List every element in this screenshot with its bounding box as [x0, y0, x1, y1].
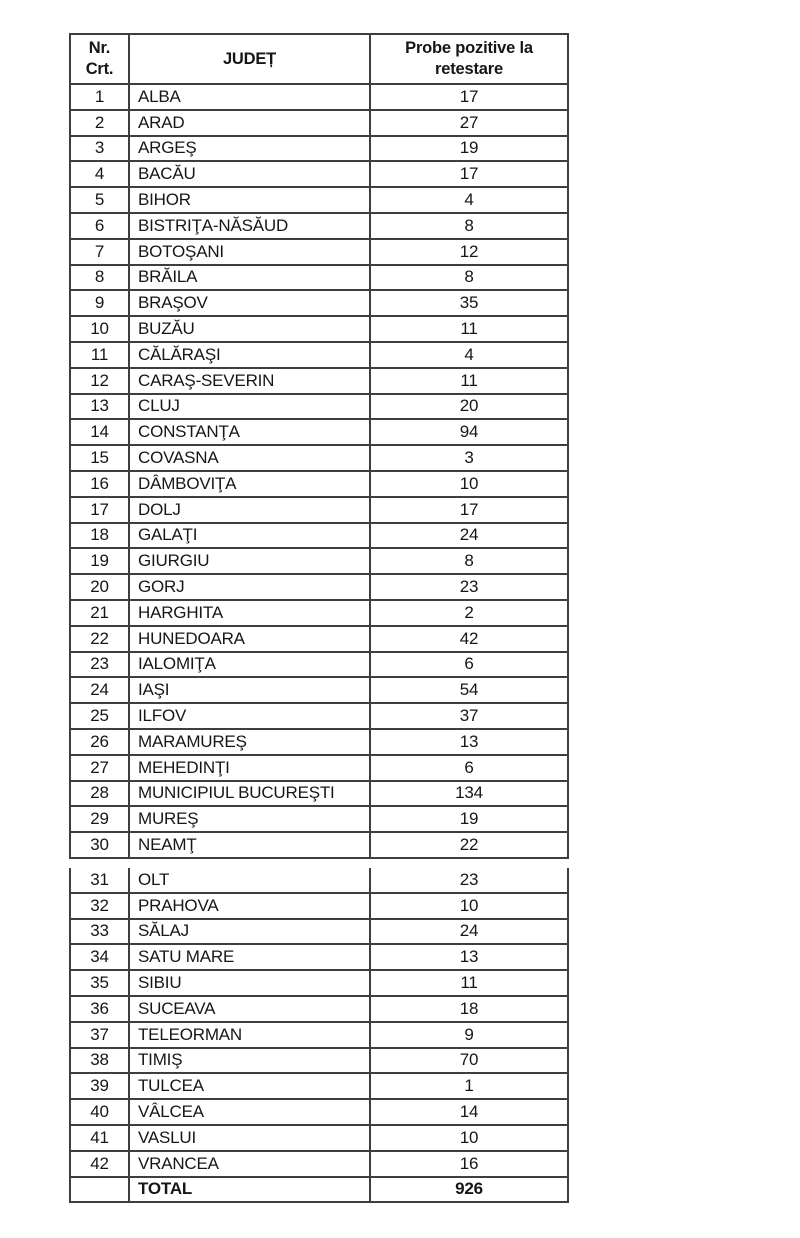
probe-value-cell: 27: [370, 110, 568, 136]
row-number-cell: 31: [70, 868, 129, 893]
table-row: [70, 548, 568, 574]
row-number-cell: 41: [70, 1125, 129, 1151]
table-row: [70, 419, 568, 445]
probe-value-cell: 1: [370, 1073, 568, 1099]
county-name-cell: MEHEDINŢI: [129, 755, 370, 781]
county-name-cell: BRAŞOV: [129, 290, 370, 316]
county-name-cell: SATU MARE: [129, 944, 370, 970]
total-label-cell: TOTAL: [129, 1177, 370, 1203]
table-row: [70, 1125, 568, 1151]
probe-value-cell: 17: [370, 161, 568, 187]
probe-value-cell: 4: [370, 187, 568, 213]
probe-value-cell: 10: [370, 893, 568, 919]
row-number-cell: 21: [70, 600, 129, 626]
row-number-cell: 11: [70, 342, 129, 368]
table-row: [70, 187, 568, 213]
row-number-cell: 33: [70, 919, 129, 945]
row-number-cell: 30: [70, 832, 129, 858]
probe-value-cell: 37: [370, 703, 568, 729]
row-number-cell: 1: [70, 84, 129, 110]
county-name-cell: DOLJ: [129, 497, 370, 523]
row-number-cell: 38: [70, 1048, 129, 1074]
probe-value-cell: 19: [370, 806, 568, 832]
county-name-cell: GORJ: [129, 574, 370, 600]
county-name-cell: BRĂILA: [129, 265, 370, 291]
county-name-cell: SIBIU: [129, 970, 370, 996]
table-row: [70, 893, 568, 919]
table-row: [70, 213, 568, 239]
probe-value-cell: 24: [370, 919, 568, 945]
county-table-part2: [69, 868, 569, 1203]
county-name-cell: CONSTANŢA: [129, 419, 370, 445]
county-name-cell: SUCEAVA: [129, 996, 370, 1022]
row-number-cell: 40: [70, 1099, 129, 1125]
probe-value-cell: 23: [370, 574, 568, 600]
row-number-cell: 26: [70, 729, 129, 755]
table-row: [70, 703, 568, 729]
row-number-cell: 3: [70, 136, 129, 162]
row-number-cell: 16: [70, 471, 129, 497]
probe-value-cell: 70: [370, 1048, 568, 1074]
table-row: [70, 445, 568, 471]
county-name-cell: TELEORMAN: [129, 1022, 370, 1048]
table-row: [70, 832, 568, 858]
probe-value-cell: 12: [370, 239, 568, 265]
county-name-cell: HUNEDOARA: [129, 626, 370, 652]
county-name-cell: ARGEŞ: [129, 136, 370, 162]
probe-value-cell: 13: [370, 944, 568, 970]
probe-value-cell: 17: [370, 84, 568, 110]
probe-value-cell: 16: [370, 1151, 568, 1177]
row-number-cell: 9: [70, 290, 129, 316]
county-name-cell: CARAŞ-SEVERIN: [129, 368, 370, 394]
probe-value-cell: 10: [370, 1125, 568, 1151]
table-body-part1: [70, 84, 568, 858]
row-number-cell: 39: [70, 1073, 129, 1099]
table-footer: [70, 1177, 568, 1203]
county-table-part1: [69, 33, 569, 859]
table-body-part2: [70, 868, 568, 1177]
row-number-cell: 10: [70, 316, 129, 342]
table-row: [70, 806, 568, 832]
table-row: [70, 471, 568, 497]
table-row: [70, 574, 568, 600]
county-name-cell: BIHOR: [129, 187, 370, 213]
row-number-cell: 7: [70, 239, 129, 265]
county-name-cell: BOTOŞANI: [129, 239, 370, 265]
header-judet: JUDEȚ: [129, 34, 370, 84]
table-row: [70, 996, 568, 1022]
county-name-cell: ALBA: [129, 84, 370, 110]
table-row: [70, 290, 568, 316]
probe-value-cell: 8: [370, 265, 568, 291]
table-row: [70, 626, 568, 652]
probe-value-cell: 13: [370, 729, 568, 755]
probe-value-cell: 6: [370, 652, 568, 678]
table-row: [70, 523, 568, 549]
probe-value-cell: 54: [370, 677, 568, 703]
row-number-cell: 8: [70, 265, 129, 291]
table-row: [70, 316, 568, 342]
county-name-cell: ILFOV: [129, 703, 370, 729]
row-number-cell: 18: [70, 523, 129, 549]
table-row: [70, 161, 568, 187]
table-row: [70, 84, 568, 110]
probe-value-cell: 9: [370, 1022, 568, 1048]
county-name-cell: TIMIŞ: [129, 1048, 370, 1074]
row-number-cell: 12: [70, 368, 129, 394]
table-row: [70, 394, 568, 420]
row-number-cell: 37: [70, 1022, 129, 1048]
row-number-cell: 28: [70, 781, 129, 807]
row-number-cell: 35: [70, 970, 129, 996]
table-row: [70, 1073, 568, 1099]
county-name-cell: IAŞI: [129, 677, 370, 703]
table-row: [70, 1022, 568, 1048]
table-row: [70, 110, 568, 136]
table-row: [70, 1151, 568, 1177]
county-name-cell: VASLUI: [129, 1125, 370, 1151]
table-row: [70, 652, 568, 678]
table-row: [70, 729, 568, 755]
probe-value-cell: 8: [370, 213, 568, 239]
probe-value-cell: 4: [370, 342, 568, 368]
probe-value-cell: 11: [370, 368, 568, 394]
county-name-cell: PRAHOVA: [129, 893, 370, 919]
county-name-cell: MUREŞ: [129, 806, 370, 832]
header-probe-pozitive: Probe pozitive la retestare: [370, 34, 568, 84]
county-name-cell: OLT: [129, 868, 370, 893]
table-row: [70, 919, 568, 945]
probe-value-cell: 18: [370, 996, 568, 1022]
county-name-cell: VRANCEA: [129, 1151, 370, 1177]
county-name-cell: BISTRIŢA-NĂSĂUD: [129, 213, 370, 239]
table-row: [70, 1099, 568, 1125]
probe-value-cell: 35: [370, 290, 568, 316]
row-number-cell: 27: [70, 755, 129, 781]
probe-value-cell: 19: [370, 136, 568, 162]
row-number-cell: 17: [70, 497, 129, 523]
county-name-cell: BACĂU: [129, 161, 370, 187]
county-name-cell: MUNICIPIUL BUCUREŞTI: [129, 781, 370, 807]
county-name-cell: CLUJ: [129, 394, 370, 420]
table-row: [70, 342, 568, 368]
probe-value-cell: 2: [370, 600, 568, 626]
county-name-cell: IALOMIŢA: [129, 652, 370, 678]
county-name-cell: GALAŢI: [129, 523, 370, 549]
table-header: [70, 34, 568, 84]
probe-value-cell: 23: [370, 868, 568, 893]
county-name-cell: MARAMUREŞ: [129, 729, 370, 755]
probe-value-cell: 20: [370, 394, 568, 420]
table-row: [70, 970, 568, 996]
row-number-cell: 42: [70, 1151, 129, 1177]
header-nr-line2: Crt.: [85, 60, 114, 78]
table-row: [70, 600, 568, 626]
county-name-cell: NEAMŢ: [129, 832, 370, 858]
row-number-cell: 5: [70, 187, 129, 213]
county-name-cell: CĂLĂRAŞI: [129, 342, 370, 368]
county-name-cell: SĂLAJ: [129, 919, 370, 945]
header-nr-line1: Nr.: [88, 39, 111, 57]
row-number-cell: 23: [70, 652, 129, 678]
row-number-cell: 14: [70, 419, 129, 445]
row-number-cell: 20: [70, 574, 129, 600]
probe-value-cell: 22: [370, 832, 568, 858]
probe-value-cell: 42: [370, 626, 568, 652]
table-row: [70, 781, 568, 807]
total-row: [70, 1177, 568, 1203]
probe-value-cell: 17: [370, 497, 568, 523]
row-number-cell: 13: [70, 394, 129, 420]
table-row: [70, 265, 568, 291]
probe-value-cell: 14: [370, 1099, 568, 1125]
table-row: [70, 755, 568, 781]
table-row: [70, 136, 568, 162]
table-row: [70, 868, 568, 893]
total-empty-cell: [70, 1177, 129, 1203]
county-name-cell: HARGHITA: [129, 600, 370, 626]
row-number-cell: 19: [70, 548, 129, 574]
table-row: [70, 368, 568, 394]
row-number-cell: 36: [70, 996, 129, 1022]
county-name-cell: VÂLCEA: [129, 1099, 370, 1125]
row-number-cell: 6: [70, 213, 129, 239]
probe-value-cell: 6: [370, 755, 568, 781]
row-number-cell: 2: [70, 110, 129, 136]
table-row: [70, 497, 568, 523]
row-number-cell: 32: [70, 893, 129, 919]
probe-value-cell: 8: [370, 548, 568, 574]
total-value-cell: 926: [370, 1177, 568, 1203]
probe-value-cell: 10: [370, 471, 568, 497]
header-nr-crt: [70, 34, 129, 84]
county-name-cell: COVASNA: [129, 445, 370, 471]
row-number-cell: 22: [70, 626, 129, 652]
probe-value-cell: 11: [370, 316, 568, 342]
probe-value-cell: 11: [370, 970, 568, 996]
probe-value-cell: 134: [370, 781, 568, 807]
county-name-cell: BUZĂU: [129, 316, 370, 342]
table-row: [70, 944, 568, 970]
row-number-cell: 25: [70, 703, 129, 729]
table-row: [70, 1048, 568, 1074]
row-number-cell: 4: [70, 161, 129, 187]
probe-value-cell: 94: [370, 419, 568, 445]
table-row: [70, 239, 568, 265]
county-name-cell: TULCEA: [129, 1073, 370, 1099]
county-name-cell: DÂMBOVIŢA: [129, 471, 370, 497]
table-row: [70, 677, 568, 703]
probe-value-cell: 3: [370, 445, 568, 471]
row-number-cell: 15: [70, 445, 129, 471]
row-number-cell: 34: [70, 944, 129, 970]
row-number-cell: 24: [70, 677, 129, 703]
county-name-cell: GIURGIU: [129, 548, 370, 574]
row-number-cell: 29: [70, 806, 129, 832]
probe-value-cell: 24: [370, 523, 568, 549]
county-name-cell: ARAD: [129, 110, 370, 136]
header-row: [70, 34, 568, 84]
